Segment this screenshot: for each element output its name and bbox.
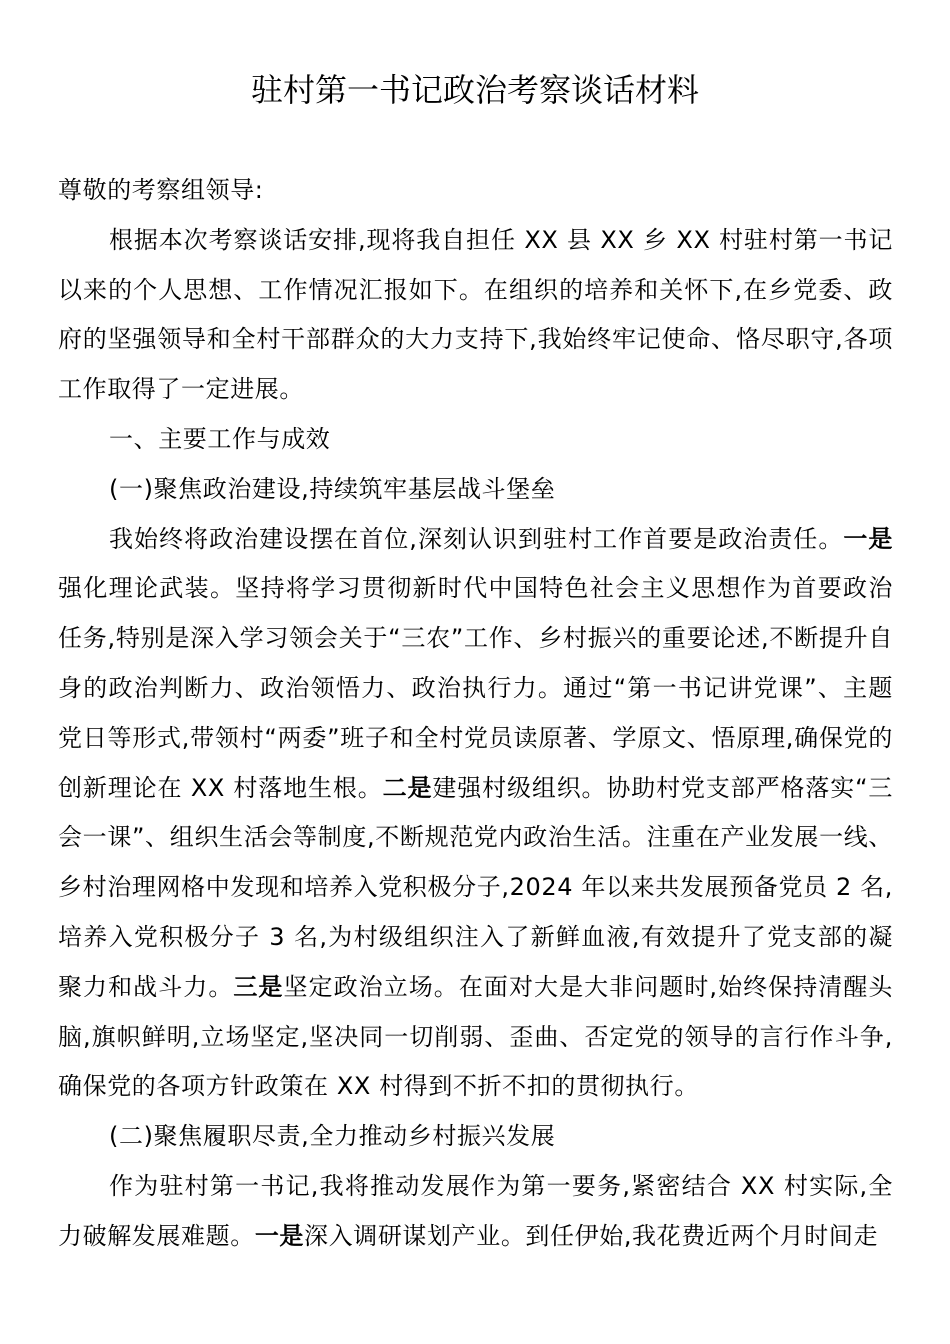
body-paragraph bbox=[58, 515, 893, 1113]
salutation: 尊敬的考察组领导: bbox=[58, 176, 264, 204]
document-title: 驻村第一书记政治考察谈话材料 bbox=[250, 71, 699, 109]
section-heading: 一、主要工作与成效 bbox=[109, 424, 331, 453]
document-body bbox=[58, 166, 893, 1262]
subsection-heading: (二)聚焦履职尽责,全力推动乡村振兴发展 bbox=[109, 1122, 556, 1151]
paragraph-text: 建强村级组织。协助村党支部严格落实“三会一课”、组织生活会等制度,不断规范党内政治生活。注重在产业发展一线、乡村治理网格中发现和培养入党积极分子,2024 年以来共发展预备党员 2 名,培养入党积极分子 3 名,为村级组织注入了新鲜血液,有效提升了党支部的凝聚力和战斗力。 bbox=[58, 773, 893, 1001]
bold-marker: 三是 bbox=[233, 972, 284, 1001]
paragraph-text: 坚定政治立场。在面对大是大非问题时,始终保持清醒头脑,旗帜鲜明,立场坚定,坚决同一切削弱、歪曲、否定党的领导的言行作斗争,确保党的各项方针政策在 XX 村得到不折不扣的贯彻执行。 bbox=[58, 972, 893, 1101]
paragraph-text: 作为驻村第一书记,我将推动发展作为第一要务,紧密结合 XX 村实际,全力破解发展难题。 bbox=[58, 1171, 893, 1250]
body-paragraph bbox=[58, 1162, 893, 1262]
bold-marker: 一是 bbox=[843, 524, 893, 553]
bold-marker: 二是 bbox=[382, 773, 433, 802]
paragraph-text: 强化理论武装。坚持将学习贯彻新时代中国特色社会主义思想作为首要政治任务,特别是深入学习领会关于“三农”工作、乡村振兴的重要论述,不断提升自身的政治判断力、政治领悟力、政治执行力。通过“第一书记讲党课”、主题党日等形式,带领村“两委”班子和全村党员读原著、学原文、悟原理,确保党的创新理论在 XX 村落地生根。 bbox=[58, 574, 893, 802]
paragraph-text: 深入调研谋划产业。到任伊始,我花费近两个月时间走 bbox=[304, 1221, 879, 1250]
subsection-heading: (一)聚焦政治建设,持续筑牢基层战斗堡垒 bbox=[109, 474, 556, 503]
bold-marker: 一是 bbox=[254, 1221, 305, 1250]
paragraph-text: 我始终将政治建设摆在首位,深刻认识到驻村工作首要是政治责任。 bbox=[109, 524, 844, 553]
intro-paragraph: 根据本次考察谈话安排,现将我自担任 XX 县 XX 乡 XX 村驻村第一书记以来的个人思想、工作情况汇报如下。在组织的培养和关怀下,在乡党委、政府的坚强领导和全村干部群众的大力支持下,我始终牢记使命、恪尽职守,各项工作取得了一定进展。 bbox=[58, 225, 893, 404]
